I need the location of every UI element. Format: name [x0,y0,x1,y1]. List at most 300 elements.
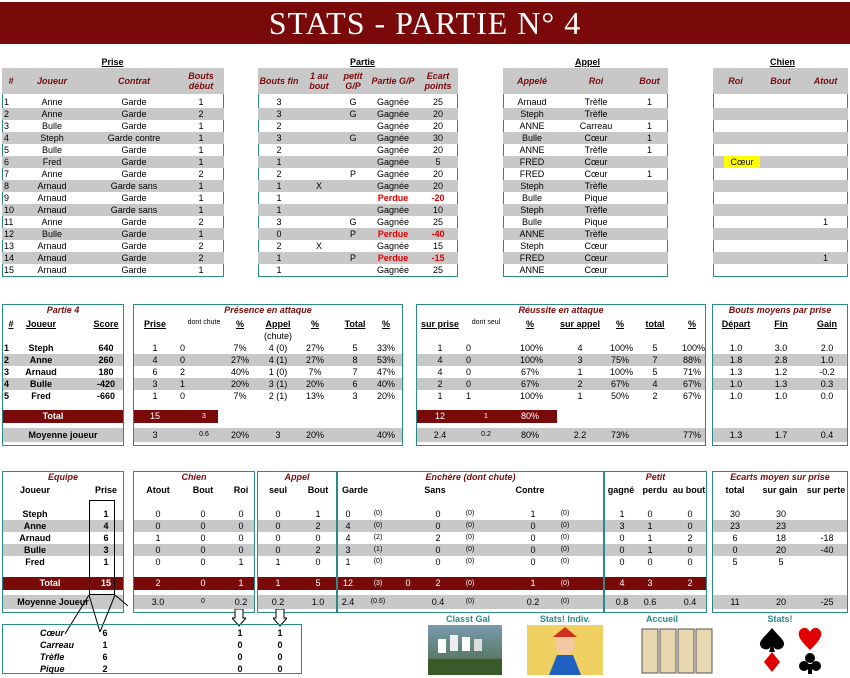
cell-j: Arnaud [37,241,67,251]
suit-b: 1 [277,628,283,638]
cell-b: 1 [646,169,652,179]
cell-ub: X [315,181,322,191]
total-pp: 3 [647,578,653,588]
cell-pr: 4 [152,355,158,365]
moy-ds: 0.2 [481,431,491,438]
cell-sa: 2 [435,533,441,543]
col-num: # [8,319,14,329]
moy-p3: 40% [376,430,395,440]
cell-c: Garde [121,97,147,107]
cell-ap: FRED [519,253,545,263]
cell-p4: 100% [520,355,544,365]
cell-b2: 1 [315,509,321,519]
cell-pb: 2 [687,533,693,543]
cell-n: 3 [4,367,10,377]
hdr-un-au-bout: 1 au bout [302,68,336,94]
cell-j: Anne [41,109,63,119]
hdr-enchere: Enchère (dont chute) [338,472,603,482]
cell-n: 5 [4,391,10,401]
hdr-presence: Présence en attaque [134,305,402,315]
cell-t: 6 [352,379,358,389]
cell-bd: 1 [198,265,204,275]
cell-r: Gagnée [376,205,410,215]
col-sur_appel: sur appel [559,319,600,329]
cell-e: 25 [432,217,443,227]
cell-p5: 67% [610,379,629,389]
cell-p2: 7% [308,367,322,377]
total-z: 0 [405,578,411,588]
cell-b2: 2 [315,521,321,531]
cell-e: 20 [432,121,443,131]
total-dc: 3 [202,413,206,420]
cell-bf: 2 [276,241,282,251]
cell-roi: Cœur [584,265,608,275]
total-sp: 12 [434,411,445,421]
cell-g: 2.0 [820,343,834,353]
total-ro: 1 [238,578,244,588]
moy-se: 0.2 [271,597,285,607]
cell-coc: (0) [560,534,570,541]
moy-gac: (0.6) [370,598,386,605]
cell-ep: -18 [820,533,834,543]
cell-sac: (0) [465,558,475,565]
cell-pp: 0 [647,509,653,519]
cell-ap: Steph [520,205,544,215]
cell-at: 0 [155,545,161,555]
cell-t: 3 [352,391,358,401]
col-total: total [725,485,745,495]
cell-r: Gagnée [376,97,410,107]
col-au_bout: au bout [672,485,706,495]
cell-j: Bulle [23,545,46,555]
cell-s: 260 [98,355,114,365]
col-joueur: Joueur [19,485,50,495]
cell-ap: ANNE [519,121,545,131]
total-label: Total [39,578,61,588]
cell-co: 0 [530,533,536,543]
cell-p1: 27% [230,355,249,365]
cell-e: 20 [432,145,443,155]
cell-p3: 20% [376,391,395,401]
nav-stats-indiv-label: Stats! Indiv. [539,614,591,624]
cell-bd: 2 [198,217,204,227]
cell-t2: 4 [652,379,658,389]
col-dont_chute: dont chute [187,319,221,326]
cell-pr: 1 [152,391,158,401]
cell-ds: 1 [466,391,472,401]
cell-bo: 0 [200,533,206,543]
cell-n: 9 [4,193,10,203]
table-row [713,204,848,216]
cell-d: 1.0 [729,343,743,353]
cell-p: G [349,109,357,119]
cell-co: 0 [530,545,536,555]
cell-pr: 1 [103,557,109,567]
col-sans: Sans [424,485,446,495]
cell-b: 1 [646,121,652,131]
cell-p1: 20% [230,379,249,389]
cell-ap: 2 (1) [268,391,288,401]
cell-pr: 1 [152,343,158,353]
hdr-reussite: Réussite en attaque [417,305,705,315]
cell-c: Garde [121,121,147,131]
cell-ap: Bulle [521,217,542,227]
cell-co: 1 [530,509,536,519]
cell-j: Steph [22,509,48,519]
col-prise: Prise [143,319,167,329]
table-row [713,108,848,120]
cell-t2: 5 [652,367,658,377]
cell-n: 2 [4,355,10,365]
cell-sa: 0 [435,521,441,531]
cell-r: Gagnée [376,169,410,179]
suit-a: 1 [237,628,243,638]
cell-p6: 67% [682,379,701,389]
col-contre: Contre [515,485,545,495]
table-row [713,180,848,192]
nav-stats-label: Stats! [767,614,793,624]
cell-d: 1.0 [729,379,743,389]
col-garde: Garde [341,485,368,495]
moy-sa: 0.4 [431,597,445,607]
cell-n: 13 [4,241,15,251]
col-total: Total [344,319,366,329]
moy-ap: 3 [275,430,281,440]
cell-se: 1 [275,557,281,567]
cell-roi: Pique [584,193,608,203]
hdr-bouts-moyens: Bouts moyens par prise [713,305,847,315]
cell-se: 0 [275,521,281,531]
accueil-image[interactable] [640,625,714,675]
cell-ga: 3 [345,545,351,555]
cell-j: Anne [41,217,63,227]
cell-e: 20 [432,181,443,191]
cell-gac: (1) [373,546,383,553]
cell-sa: 0 [435,509,441,519]
table-row [713,120,848,132]
cell-p4: 100% [520,391,544,401]
total-at: 2 [155,578,161,588]
moy-d: 1.3 [729,430,743,440]
cell-et: 23 [729,521,740,531]
cell-r: Perdue [377,193,409,203]
cell-ga: 4 [345,533,351,543]
cell-j: Steph [28,343,54,353]
hdr-bouts-debut: Bouts début [178,68,224,94]
cell-ap: 1 (0) [268,367,288,377]
cell-roi: Cœur [584,253,608,263]
col-total2: total [645,319,665,329]
cell-c: Garde [121,241,147,251]
cell-j: Bulle [41,121,62,131]
cell-pr: 4 [103,521,109,531]
moy-ga: 2.4 [341,597,355,607]
cell-bd: 1 [198,181,204,191]
cell-n: 3 [4,121,10,131]
cell-bd: 1 [198,193,204,203]
cell-gac: (0) [373,522,383,529]
hdr-contrat: Contrat [95,68,173,94]
cell-e: 5 [435,157,441,167]
total-sa: 2 [435,578,441,588]
cell-n: 8 [4,181,10,191]
cell-bf: 2 [276,169,282,179]
col-atout: Atout [146,485,170,495]
cell-n: 2 [4,109,10,119]
cell-bd: 1 [198,157,204,167]
cell-roi: Trèfle [584,97,608,107]
cell-eg: 5 [778,557,784,567]
section-prise: Prise [101,57,124,67]
col-gagne: gagné [607,485,635,495]
cell-n: 6 [4,157,10,167]
hdr-partie4: Partie 4 [3,305,123,315]
cell-ap: Steph [520,109,544,119]
cell-ds: 0 [466,343,472,353]
cell-f: 1.2 [774,367,788,377]
cell-p2: 13% [305,391,324,401]
moy-g: 0.4 [820,430,834,440]
cell-ap: ANNE [519,229,545,239]
cell-c: Garde sans [110,181,158,191]
cell-pb: 0 [687,557,693,567]
moy-pp: 0.6 [643,597,657,607]
cell-ro: 0 [238,509,244,519]
table-row [713,264,848,276]
cell-e: -15 [431,253,445,263]
cell-co: 0 [530,557,536,567]
table-row [713,168,848,180]
moy-sp: 2.4 [433,430,447,440]
total-pb: 2 [687,578,693,588]
cell-roi: Cœur [584,157,608,167]
cell-c: Garde [121,265,147,275]
cell-j: Arnaud [25,367,57,377]
cell-pg: 1 [619,509,625,519]
hdr-roi: Roi [563,68,629,94]
cell-ds: 0 [466,379,472,389]
stats-indiv-image[interactable] [527,625,603,675]
cell-p: G [349,133,357,143]
cell-p6: 100% [682,343,706,353]
total-bo: 0 [200,578,206,588]
cell-eg: 18 [775,533,786,543]
cell-dc: 2 [180,367,186,377]
hdr-appel2: Appel [258,472,336,482]
cell-bf: 1 [276,193,282,203]
cell-d: 1.0 [729,391,743,401]
col-pct: % [310,319,319,329]
moy-co: 0.2 [526,597,540,607]
hdr-joueur: Joueur [22,68,82,94]
cell-ro: 1 [238,557,244,567]
col-sur_prise: sur prise [420,319,460,329]
cell-f: 1.3 [774,379,788,389]
suit-name: Carreau [40,640,75,650]
cell-sa: 1 [577,367,583,377]
suit-a: 0 [237,640,243,650]
moy-pr: 3 [152,430,158,440]
cell-p3: 33% [376,343,395,353]
cell-n: 1 [4,97,10,107]
cell-p4: 67% [520,379,539,389]
cell-bf: 1 [276,205,282,215]
cell-j: Arnaud [37,181,67,191]
total-prise: 15 [149,411,160,421]
cell-pg: 0 [619,557,625,567]
cell-sa: 0 [435,557,441,567]
cell-ap: 3 (1) [268,379,288,389]
moy-ro: 0.2 [234,597,248,607]
cell-j: Fred [42,157,62,167]
cell-t2: 7 [652,355,658,365]
cell-e: 30 [432,133,443,143]
cell-p5: 100% [610,367,634,377]
cell-t2: 2 [652,391,658,401]
cell-c: Garde [121,157,147,167]
cell-ap: ANNE [519,265,545,275]
cell-t2: 5 [652,343,658,353]
cell-sac: (0) [465,534,475,541]
cell-n: 5 [4,145,10,155]
cell-sp: 4 [437,367,443,377]
cell-n: 1 [4,343,10,353]
suit-name: Trèfle [40,652,65,662]
total-ds: 1 [484,413,488,420]
cell-at: 1 [155,533,161,543]
cell-p2: 27% [305,355,324,365]
col-appel: Appel [265,319,291,329]
cell-bd: 2 [198,241,204,251]
table-row [713,132,848,144]
cell-roi: Trèfle [584,205,608,215]
cell-et: 5 [732,557,738,567]
cell-b2: 2 [315,545,321,555]
cell-pb: 0 [687,545,693,555]
cell-ap: ANNE [519,145,545,155]
cell-n: 15 [4,265,15,275]
hdr-chien-roi: Roi [713,68,758,94]
cell-bf: 3 [276,217,282,227]
cell-ap: Steph [520,181,544,191]
stats-suits-image[interactable] [752,624,832,674]
table-row [713,192,848,204]
cell-pr: 6 [152,367,158,377]
cell-pr: 1 [103,509,109,519]
cell-bf: 1 [276,181,282,191]
cell-roi: Cœur [584,133,608,143]
moy-p2: 20% [305,430,324,440]
cell-atout: 1 [822,253,828,263]
cell-p5: 50% [610,391,629,401]
cell-bd: 2 [198,109,204,119]
cell-e: 25 [432,97,443,107]
cell-b: 1 [646,133,652,143]
cell-c: Garde [121,193,147,203]
cell-sp: 4 [437,355,443,365]
hdr-bout: Bout [631,68,668,94]
suit-count: 6 [102,628,108,638]
moy-dc: 0.6 [199,431,209,438]
cell-n: 12 [4,229,15,239]
cell-ap: FRED [519,157,545,167]
hdr-chien-atout: Atout [803,68,848,94]
cell-sp: 2 [437,379,443,389]
cell-j: Steph [40,133,64,143]
col-seul: seul [268,485,287,495]
section-chien: Chien [769,57,795,67]
cell-eg: 20 [775,545,786,555]
cell-sa: 1 [577,391,583,401]
cell-t: 5 [352,343,358,353]
total-co: 1 [530,578,536,588]
cell-bd: 1 [198,121,204,131]
cell-pr: 3 [152,379,158,389]
cell-ap: Arnaud [517,97,547,107]
cell-t: 7 [352,367,358,377]
classt-gal-image[interactable] [428,625,502,675]
cell-ap: 4 (0) [268,343,288,353]
moy-p5: 73% [610,430,629,440]
col-chute: (chute) [263,331,292,341]
cell-bd: 1 [198,205,204,215]
cell-e: 15 [432,241,443,251]
cell-g: -0.2 [819,367,835,377]
col-pct: % [687,319,696,329]
cell-sa: 0 [435,545,441,555]
cell-c: Garde [121,217,147,227]
cell-pp: 1 [647,533,653,543]
suit-count: 2 [102,664,108,674]
cell-n: 14 [4,253,15,263]
page-title: STATS - PARTIE N° 4 [0,2,850,44]
cell-se: 0 [275,533,281,543]
col-sur_gain: sur gain [762,485,798,495]
cell-p: P [349,253,356,263]
cell-j: Arnaud [37,253,67,263]
cell-sac: (0) [465,510,475,517]
cell-p4: 100% [520,343,544,353]
cell-c: Garde [121,229,147,239]
cell-roi: Trèfle [584,109,608,119]
cell-p1: 7% [233,343,247,353]
cell-bf: 2 [276,121,282,131]
col-perdu: perdu [642,485,668,495]
moyenne-label: Moyenne Joueur [17,597,89,607]
cell-e: 20 [432,109,443,119]
cell-at: 0 [155,509,161,519]
cell-bf: 0 [276,229,282,239]
cell-gac: (0) [373,510,383,517]
cell-sac: (0) [465,546,475,553]
cell-bf: 3 [276,109,282,119]
total-p4: 80% [520,411,539,421]
hdr-petit2: Petit [605,472,706,482]
cell-at: 0 [155,557,161,567]
cell-e: 25 [432,265,443,275]
cell-p6: 88% [682,355,701,365]
cell-p5: 75% [610,355,629,365]
cell-pp: 1 [647,545,653,555]
cell-bf: 2 [276,145,282,155]
hdr-petit: petit G/P [338,68,368,94]
cell-f: 3.0 [774,343,788,353]
cell-g: 1.0 [820,355,834,365]
moy-ep: -25 [820,597,834,607]
total-ga: 12 [342,578,353,588]
cell-roi: Cœur [584,169,608,179]
cell-bd: 2 [198,169,204,179]
